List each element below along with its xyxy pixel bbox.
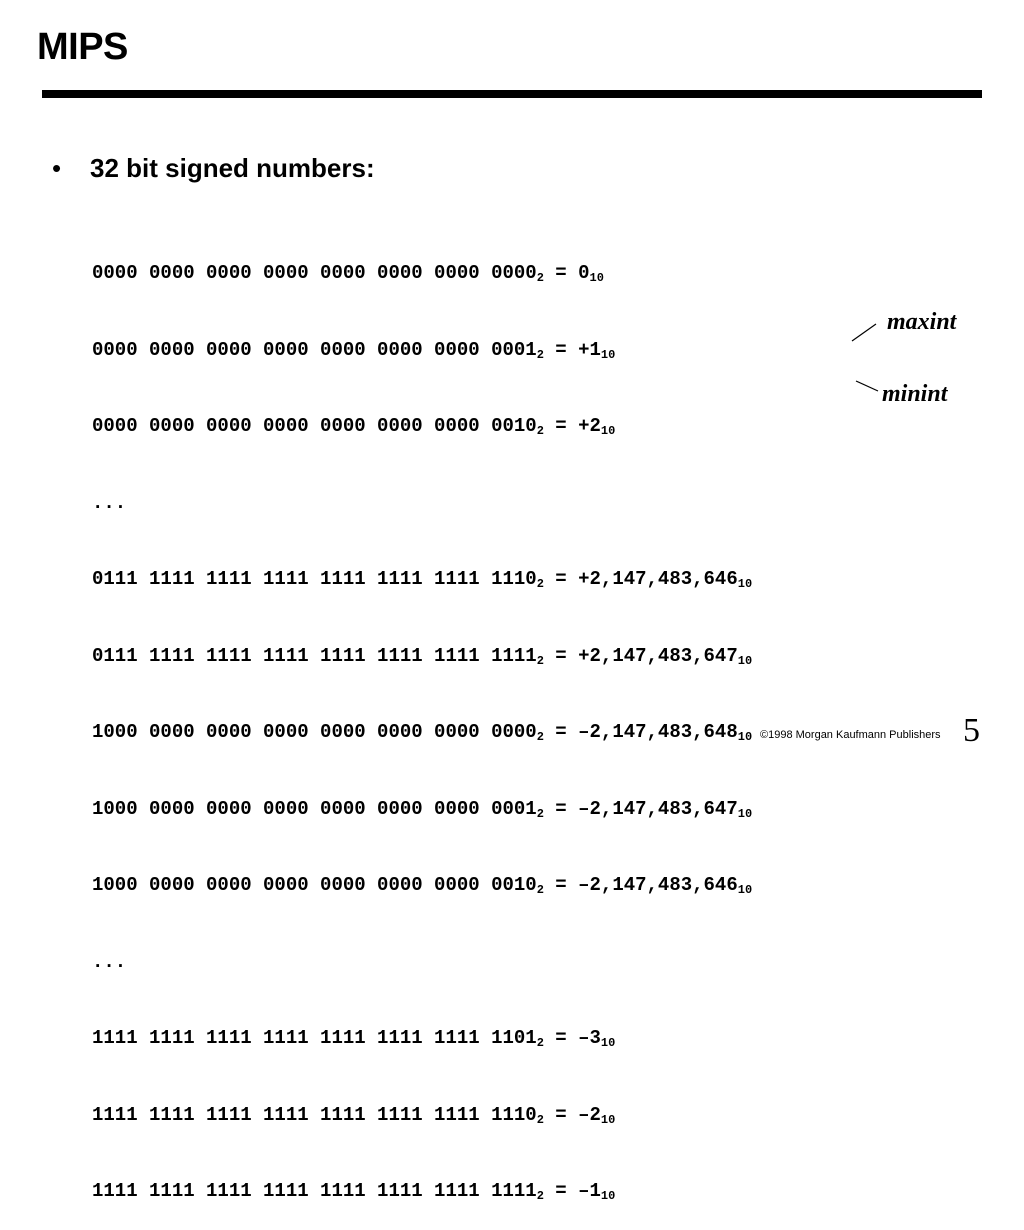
decimal-base: 10 bbox=[589, 271, 604, 285]
minint-pointer bbox=[856, 381, 878, 391]
bit-pattern: 0000 0000 0000 0000 0000 0000 0000 0010 bbox=[92, 415, 537, 437]
decimal-value: –2,147,483,647 bbox=[578, 797, 738, 820]
bit-pattern: 0000 0000 0000 0000 0000 0000 0000 0001 bbox=[92, 338, 537, 361]
bit-base: 2 bbox=[536, 347, 544, 362]
bit-pattern: 1111 1111 1111 1111 1111 1111 1111 1111 bbox=[92, 1180, 537, 1202]
bit-base: 2 bbox=[536, 806, 544, 821]
bit-base: 2 bbox=[536, 271, 544, 285]
decimal-base: 10 bbox=[600, 1112, 616, 1127]
decimal-value: –3 bbox=[578, 1027, 601, 1049]
bit-base: 2 bbox=[536, 653, 544, 668]
equals-sign: = bbox=[543, 568, 579, 590]
number-line bbox=[92, 1026, 752, 1052]
equals-sign: = bbox=[543, 415, 579, 437]
equals-sign: = bbox=[543, 874, 579, 896]
equals-sign: = bbox=[543, 644, 579, 667]
decimal-value: +2,147,483,647 bbox=[578, 644, 738, 667]
ellipsis-line bbox=[92, 950, 752, 976]
copyright-notice: ©1998 Morgan Kaufmann Publishers bbox=[760, 729, 941, 741]
equals-sign: = bbox=[543, 1027, 579, 1049]
decimal-base: 10 bbox=[737, 653, 753, 668]
equals-sign: = bbox=[543, 797, 579, 820]
number-line bbox=[92, 1103, 752, 1129]
bit-pattern: 1000 0000 0000 0000 0000 0000 0000 0000 bbox=[92, 721, 537, 743]
bit-pattern: 1111 1111 1111 1111 1111 1111 1111 1110 bbox=[92, 1103, 537, 1126]
bit-base: 2 bbox=[536, 883, 544, 897]
decimal-base: 10 bbox=[737, 577, 753, 591]
decimal-value: –2 bbox=[578, 1103, 601, 1126]
decimal-base: 10 bbox=[737, 806, 753, 821]
bit-base: 2 bbox=[536, 424, 544, 438]
number-table bbox=[92, 210, 752, 1230]
decimal-value: 0 bbox=[578, 262, 590, 284]
bit-pattern: 1000 0000 0000 0000 0000 0000 0000 0001 bbox=[92, 797, 537, 820]
equals-sign: = bbox=[543, 721, 579, 743]
minint-label: minint bbox=[882, 381, 948, 407]
bit-pattern: 1000 0000 0000 0000 0000 0000 0000 0010 bbox=[92, 874, 537, 896]
number-line bbox=[92, 414, 752, 440]
page-number: 5 bbox=[963, 712, 980, 749]
equals-sign: = bbox=[543, 338, 579, 361]
bit-pattern: 0111 1111 1111 1111 1111 1111 1111 1110 bbox=[92, 568, 537, 590]
equals-sign: = bbox=[543, 1180, 579, 1202]
decimal-value: +1 bbox=[578, 338, 601, 361]
decimal-base: 10 bbox=[600, 1189, 616, 1203]
decimal-value: –1 bbox=[578, 1180, 601, 1202]
equals-sign: = bbox=[543, 1103, 579, 1126]
decimal-base: 10 bbox=[600, 424, 616, 438]
bit-base: 2 bbox=[536, 1112, 544, 1127]
decimal-value: +2 bbox=[578, 415, 601, 437]
number-line bbox=[92, 873, 752, 899]
bit-base: 2 bbox=[536, 730, 544, 744]
bit-pattern: 1111 1111 1111 1111 1111 1111 1111 1101 bbox=[92, 1027, 537, 1049]
decimal-value: –2,147,483,648 bbox=[578, 721, 738, 743]
number-line-minint bbox=[92, 720, 752, 746]
decimal-value: –2,147,483,646 bbox=[578, 874, 738, 896]
number-line bbox=[92, 338, 752, 364]
number-line bbox=[92, 797, 752, 823]
decimal-base: 10 bbox=[737, 730, 753, 744]
title-divider bbox=[42, 90, 982, 98]
decimal-base: 10 bbox=[600, 1036, 616, 1050]
decimal-base: 10 bbox=[737, 883, 753, 897]
number-line-maxint bbox=[92, 644, 752, 670]
maxint-label: maxint bbox=[887, 309, 957, 335]
ellipsis: ... bbox=[92, 950, 127, 973]
ellipsis-line bbox=[92, 491, 752, 517]
maxint-pointer bbox=[852, 324, 876, 341]
equals-sign: = bbox=[543, 262, 579, 284]
ellipsis: ... bbox=[92, 491, 127, 514]
slide-title: MIPS bbox=[37, 26, 128, 68]
decimal-value: +2,147,483,646 bbox=[578, 568, 738, 590]
decimal-base: 10 bbox=[600, 347, 616, 362]
bit-base: 2 bbox=[536, 577, 544, 591]
number-line bbox=[92, 567, 752, 593]
bit-pattern: 0111 1111 1111 1111 1111 1111 1111 1111 bbox=[92, 644, 537, 667]
bullet-text: 32 bit signed numbers: bbox=[90, 153, 375, 183]
bit-base: 2 bbox=[536, 1189, 544, 1203]
bullet-icon: • bbox=[52, 153, 62, 183]
number-line bbox=[92, 1179, 752, 1205]
bit-base: 2 bbox=[536, 1036, 544, 1050]
bit-pattern: 0000 0000 0000 0000 0000 0000 0000 0000 bbox=[92, 262, 537, 284]
number-line bbox=[92, 261, 752, 287]
